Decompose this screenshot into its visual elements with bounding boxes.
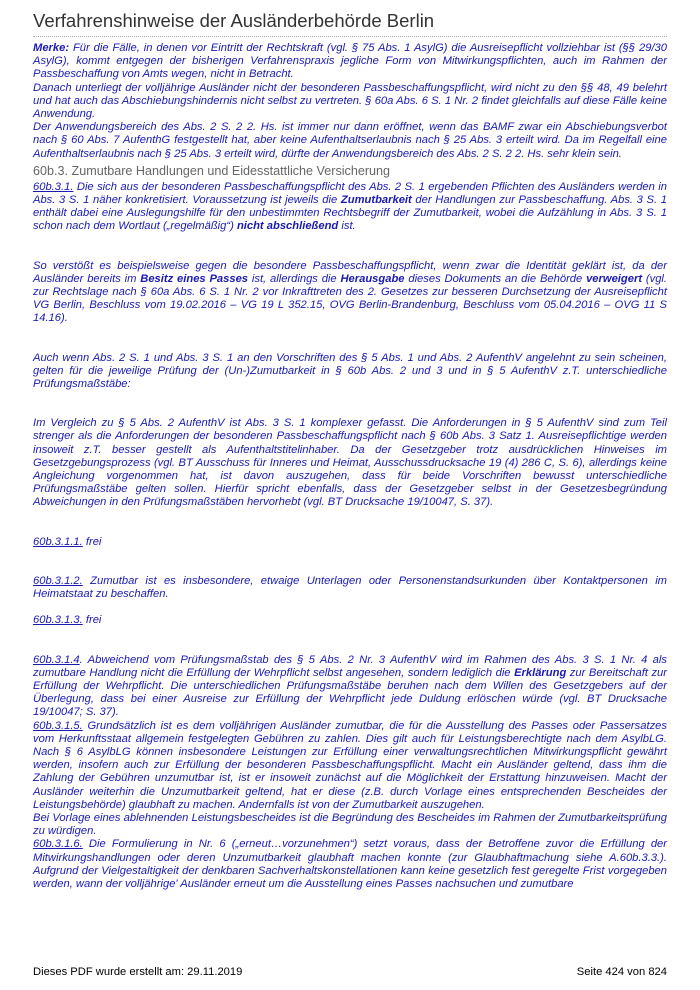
merke-paragraph <box>33 42 667 82</box>
ref-link-60b-3-1-2[interactable]: 60b.3.1.2. <box>33 574 83 587</box>
ref-link-60b-3-1-4[interactable]: 60b.3.1.4 <box>33 653 80 666</box>
paragraph-60b-3-1-4: 60b.3.1.4. Abweichend vom Prüfungsmaßstab des § 5 Abs. 2 Nr. 3 AufenthV wird im Rahmen des Abs. 3 S. 1 Nr. 4 als zumutbare Handlung nicht die Erfüllung der Wehrpflicht selbst angesehen, sondern lediglich die Erklärung zur Bereitschaft zur Erfüllung der Wehrpflicht. Die unterschiedlichen Prüfungsmaßstäbe beruhen nach dem Willen des Gesetzgebers auf der Überlegung, dass bei einer Ausreise zur Erfüllung der Wehrpflicht jede Duldung erlöschen würde (vgl. BT Drucksache 19/10047; S. 37). <box>33 653 667 719</box>
paragraph-60b-3-1-5: 60b.3.1.5. Grundsätzlich ist es dem volljährigen Ausländer zumutbar, die für die Ausstellung des Passes oder Passersatzes vom Herkunftsstaat allgemein festgelegten Gebühren zu zahlen. Dies gilt auch für Leistungsberechtigte nach dem AsylbLG. Nach § 6 AsylbLG können insbesondere Leistungen zur Erfüllung einer verwaltungsrechtlichen Mitwirkungspflicht gewährt werden, insofern auch zur Erfüllung der besonderen Passbeschaffungspflicht. Macht ein Ausländer geltend, dass ihm die Zahlung der Gebühren unzumutbar ist, ist er insoweit zunächst auf die Möglichkeit der Erstattung hinzuweisen. Macht der Ausländer weiterhin die Unzumutbarkeit geltend, hat er diese (z.B. durch Vorlage eines entsprechenden Bescheides der Leistungsbehörde) glaubhaft zu machen. Andernfalls ist von der Zumutbarkeit auszugehen. <box>33 719 667 811</box>
paragraph-60b-3-1-5-b: Bei Vorlage eines ablehnenden Leistungsbescheides ist die Begründung des Bescheides im Rahmen der Zumutbarkeitsprüfung zu würdigen. <box>33 811 667 838</box>
paragraph-im-vergleich: Im Vergleich zu § 5 Abs. 2 AufenthV ist Abs. 3 S. 1 komplexer gefasst. Die Anforderungen in § 5 AufenthV sind zum Teil strenger als die Anforderungen der besonderen Passbeschaffungspflicht nach § 60b Abs. 3 Satz 1. Ausreisepflichtige werden insoweit z.T. besser gestellt als Aufenthaltstitelinhaber. Da der Gesetzgeber trotz ausdrücklichen Hinweises im Gesetzgebungsprozess (vgl. BT Ausschuss für Inneres und Heimat, Ausschussdrucksache 19 (4) 286 C, S. 6), allerdings keine Angleichung vorgenommen hat, ist davon auszugehen, dass für beide Vorschriften bewusst unterschiedliche Prüfungsmaßstäbe gelten sollen. Hierfür spricht ebenfalls, dass der Gesetzgeber selbst in der Gesetzesbegründung Abweichungen in den Prüfungsmaßstäben hervorhebt (vgl. BT Drucksache 19/10047, S. 37). <box>33 417 667 509</box>
section-heading: 60b.3. Zumutbare Handlungen und Eidesstattliche Versicherung <box>33 163 391 178</box>
merke-paragraph-2: Danach unterliegt der volljährige Ausländer nicht der besonderen Passbeschaffungspflicht, wird nicht zu den §§ 48, 49 belehrt und hat auch das Abschiebungshindernis nicht selbst zu vertreten. § 60a Abs. 6 S. 1 Nr. 2 findet gleichfalls auf diese Fälle keine Anwendung. <box>33 81 667 121</box>
paragraph-60b-3-1-3: 60b.3.1.3. frei <box>33 614 102 627</box>
paragraph-violation-example: So verstößt es beispielsweise gegen die besondere Passbeschaffungspflicht, wenn zwar die Identität geklärt ist, da der Ausländer bereits im Besitz eines Passes ist, allerdings die Herausgabe dieses Dokuments an die Behörde verweigert (vgl. zur Rechtslage nach § 60a Abs. 6 S. 1 Nr. 2 vor Inkrafttreten des 2. Gesetzes zur besseren Durchsetzung der Ausreisepflicht VG Berlin, Beschluss vom 19.02.2016 – VG 19 L 352.15, OVG Berlin-Brandenburg, Beschluss vom 05.04.2016 – OVG 11 S 14.16). <box>33 259 668 325</box>
ref-link-60b-3-1-1[interactable]: 60b.3.1.1. <box>33 535 83 548</box>
ref-link-60b-3-1[interactable]: 60b.3.1. <box>33 180 74 193</box>
paragraph-60b-3-1-2: 60b.3.1.2. Zumutbar ist es insbesondere, etwaige Unterlagen oder Personenstandsurkunden über Kontaktpersonen im Heimatstaat zu beschaffen. <box>33 574 667 601</box>
page-title: Verfahrenshinweise der Ausländerbehörde Berlin <box>33 10 667 37</box>
footer-created-date: Dieses PDF wurde erstellt am: 29.11.2019 <box>33 966 243 978</box>
paragraph-60b-3-1-1: 60b.3.1.1. frei <box>33 535 102 548</box>
merke-label: Merke: <box>33 42 70 54</box>
paragraph-auch-wenn: Auch wenn Abs. 2 S. 1 und Abs. 3 S. 1 an den Vorschriften des § 5 Abs. 1 und Abs. 2 AufenthV angelehnt zu sein scheinen, gelten für die jeweilige Prüfung der (Un-)Zumutbarkeit in § 60b Abs. 2 und 3 und in § 5 AufenthV z.T. unterschiedliche Prüfungsmaßstäbe: <box>33 351 667 391</box>
ref-link-60b-3-1-5[interactable]: 60b.3.1.5. <box>33 719 83 732</box>
document-page <box>33 10 667 891</box>
ref-link-60b-3-1-3[interactable]: 60b.3.1.3. <box>33 614 83 627</box>
merke-paragraph-3: Der Anwendungsbereich des Abs. 2 S. 2 2. Hs. ist immer nur dann eröffnet, wenn das BAMF zwar ein Abschiebungsverbot nach § 60 Abs. 7 AufenthG festgestellt hat, aber keine Aufenthaltserlaubnis nach § 25 Abs. 3 erteilt wird. Da im Regelfall eine Aufenthaltserlaubnis nach § 25 Abs. 3 erteilt wird, dürfte der Anwendungsbereich des Abs. 2 S. 2 2. Hs. sehr klein sein. <box>33 121 667 160</box>
footer-page-number: Seite 424 von 824 <box>576 966 667 978</box>
ref-link-60b-3-1-6[interactable]: 60b.3.1.6. <box>33 838 83 851</box>
paragraph-60b-3-1: 60b.3.1. Die sich aus der besonderen Passbeschaffungspflicht des Abs. 2 S. 1 ergebenden Pflichten des Ausländers werden in Abs. 3 S. 1 näher konkretisiert. Voraussetzung ist jeweils die Zumutbarkeit der Handlungen zur Passbeschaffung. Abs. 3 S. 1 enthält dabei eine Auslegungshilfe für den unbestimmten Rechtsbegriff der Zumutbarkeit, wobei die Aufzählung in Abs. 3 S. 1 schon nach dem Wortlaut („regelmäßig“) nicht abschließend ist. <box>33 180 668 233</box>
merke-text: Für die Fälle, in denen vor Eintritt der Rechtskraft (vgl. § 75 Abs. 1 AsylG) die Ausreisepflicht vollziehbar ist (§§ 29/30 AsylG), kommt entgegen der bisherigen Verfahrenspraxis jegliche Form von Mitwirkungspflichten, auch im Rahmen der Passbeschaffung von Amts wegen, nicht in Betracht. <box>33 42 667 81</box>
page-footer <box>33 966 667 978</box>
paragraph-60b-3-1-6: 60b.3.1.6. Die Formulierung in Nr. 6 („erneut…vorzunehmen“) setzt voraus, dass der Betroffene zuvor die Erfüllung der Mitwirkungshandlungen oder deren Unzumutbarkeit glaubhaft machen konnte (zur Glaubhaftmachung siehe A.60b.3.3.). Aufgrund der Vielgestaltigkeit der denkbaren Sachverhaltskonstellationen kann keine gesetzlich fest geregelte Frist vorgegeben werden, wann der volljährige' Ausländer erneut um die Ausstellung eines Passes nachsuchen und zumutbare <box>33 838 667 890</box>
